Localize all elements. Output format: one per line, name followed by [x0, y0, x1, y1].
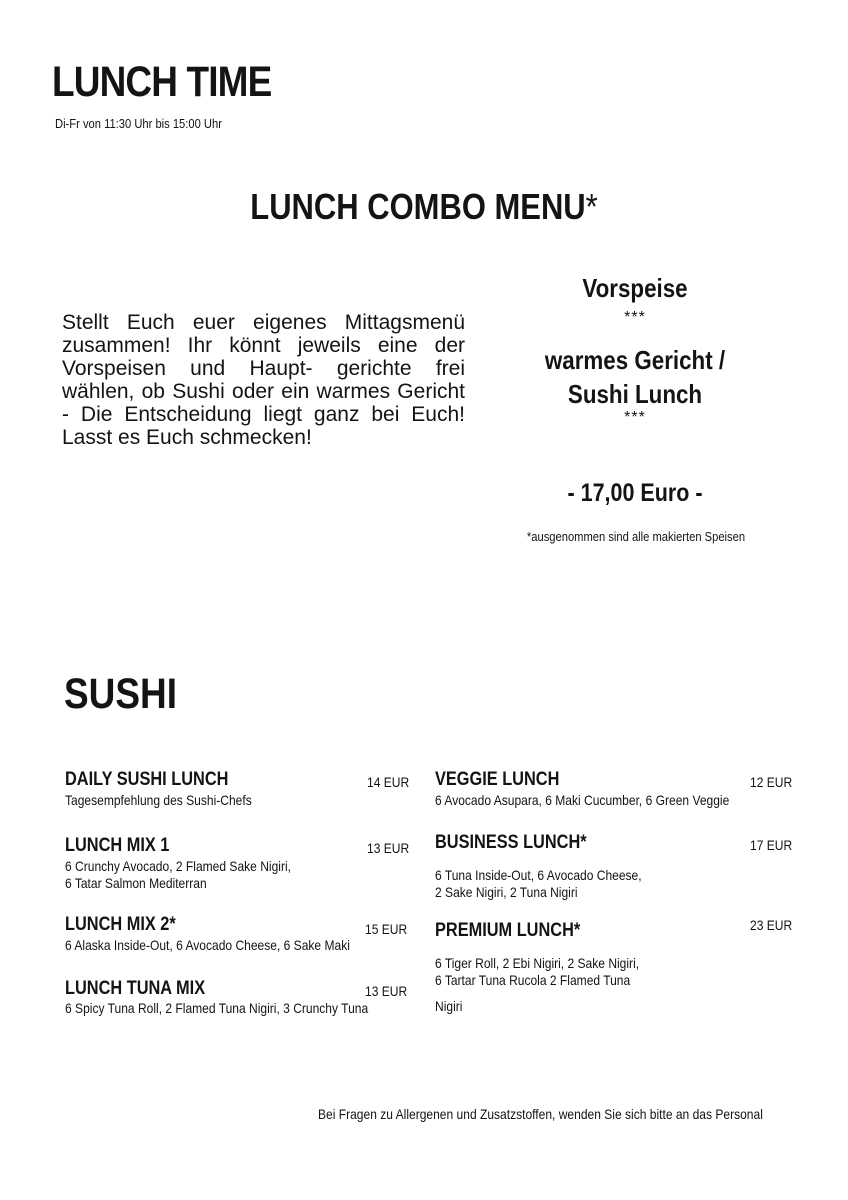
- sushi-section-title: SUSHI: [64, 670, 178, 718]
- menu-item-description: 6 Alaska Inside-Out, 6 Avocado Cheese, 6 Sake Maki: [65, 937, 350, 953]
- combo-menu-title: [59, 186, 788, 228]
- menu-item-price: 13 EUR: [365, 983, 408, 999]
- course-starter: Vorspeise: [582, 273, 688, 303]
- menu-item-description: Nigiri: [435, 998, 463, 1014]
- page-title: LUNCH TIME: [52, 58, 272, 106]
- menu-item-description: 6 Tatar Salmon Mediterran: [65, 875, 207, 891]
- menu-item-description: 6 Tartar Tuna Rucola 2 Flamed Tuna: [435, 972, 631, 988]
- course-main: warmes Gericht / Sushi Lunch: [544, 345, 726, 409]
- menu-item-name: DAILY SUSHI LUNCH: [65, 769, 229, 790]
- combo-price: - 17,00 Euro -: [567, 479, 703, 507]
- combo-menu-title-asterisk: *: [585, 186, 598, 227]
- menu-item-name: LUNCH MIX 1: [65, 835, 170, 856]
- menu-item-description: 6 Spicy Tuna Roll, 2 Flamed Tuna Nigiri, 3 Crunchy Tuna: [65, 1000, 369, 1016]
- menu-item-price: 14 EUR: [367, 774, 410, 790]
- course-separator: ***: [624, 409, 646, 426]
- menu-item-price: 23 EUR: [750, 917, 793, 933]
- menu-item-name: BUSINESS LUNCH*: [435, 832, 587, 853]
- combo-intro-text: Stellt Euch euer eigenes Mittagsmenü zusammen! Ihr könnt jeweils eine der Vorspeisen und Haupt- gerichte frei wählen, ob Sushi oder ein warmes Gericht - Die Entscheidung liegt ganz bei Euch! Lasst es Euch schmecken!: [62, 311, 465, 449]
- menu-item-price: 12 EUR: [750, 774, 793, 790]
- opening-hours: Di-Fr von 11:30 Uhr bis 15:00 Uhr: [55, 116, 222, 131]
- menu-item-name: PREMIUM LUNCH*: [435, 920, 581, 941]
- menu-item-name: LUNCH TUNA MIX: [65, 978, 206, 999]
- menu-item-name: LUNCH MIX 2*: [65, 914, 176, 935]
- menu-item-description: 2 Sake Nigiri, 2 Tuna Nigiri: [435, 884, 578, 900]
- allergen-disclaimer: Bei Fragen zu Allergenen und Zusatzstoffen, wenden Sie sich bitte an das Personal: [318, 1106, 763, 1122]
- menu-item-price: 13 EUR: [367, 840, 410, 856]
- combo-menu-title-text: LUNCH COMBO MENU: [250, 186, 586, 227]
- menu-item-price: 15 EUR: [365, 921, 408, 937]
- course-separator: ***: [624, 309, 646, 326]
- menu-item-price: 17 EUR: [750, 837, 793, 853]
- menu-item-description: 6 Tiger Roll, 2 Ebi Nigiri, 2 Sake Nigiri,: [435, 955, 640, 971]
- menu-item-description: 6 Tuna Inside-Out, 6 Avocado Cheese,: [435, 867, 642, 883]
- menu-item-description: Tagesempfehlung des Sushi-Chefs: [65, 792, 252, 808]
- combo-footnote: *ausgenommen sind alle makierten Speisen: [526, 529, 746, 544]
- menu-item-description: 6 Avocado Asupara, 6 Maki Cucumber, 6 Green Veggie: [435, 792, 730, 808]
- menu-item-name: VEGGIE LUNCH: [435, 769, 560, 790]
- menu-item-description: 6 Crunchy Avocado, 2 Flamed Sake Nigiri,: [65, 858, 291, 874]
